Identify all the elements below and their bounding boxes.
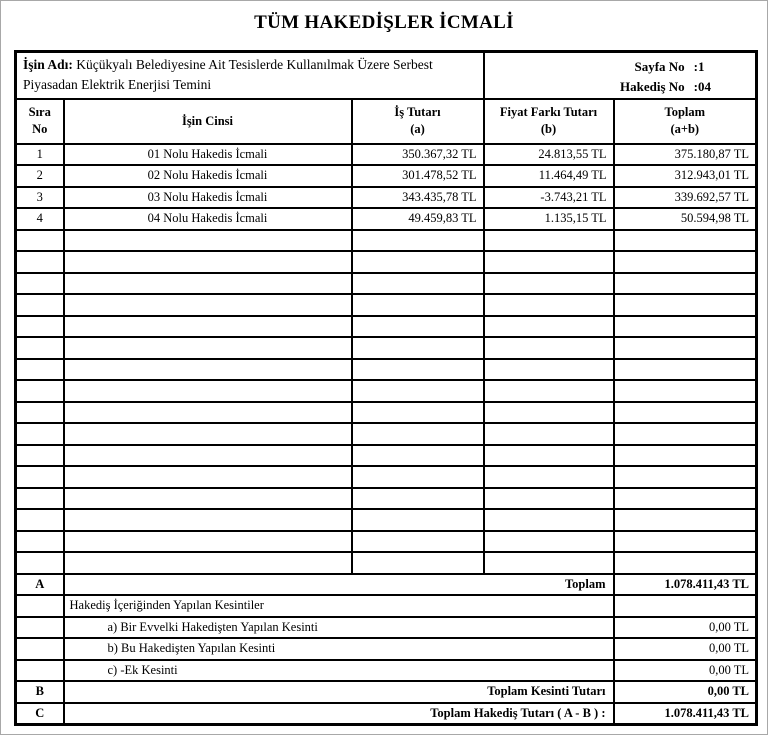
summary-row-b (16, 681, 757, 703)
empty-cell (614, 595, 757, 617)
empty-cell (614, 380, 757, 402)
empty-cell (614, 531, 757, 553)
cell-isin-cinsi: 03 Nolu Hakedis İcmali (64, 187, 352, 209)
empty-cell (484, 359, 614, 381)
header-toplam-line2: (a+b) (670, 122, 700, 136)
header-toplam (614, 99, 757, 144)
page-no-block (485, 57, 756, 96)
cell-sira-no: 1 (16, 144, 64, 166)
empty-cell (484, 273, 614, 295)
cell-is-tutari: 301.478,52 TL (352, 165, 484, 187)
empty-cell (16, 251, 64, 273)
empty-cell (352, 531, 484, 553)
empty-cell (64, 402, 352, 424)
cell-fiyat-farki: 11.464,49 TL (484, 165, 614, 187)
header-is-tutari-line2: (a) (410, 122, 425, 136)
empty-cell (484, 380, 614, 402)
cell-toplam: 339.692,57 TL (614, 187, 757, 209)
empty-cell (484, 337, 614, 359)
empty-cell (484, 509, 614, 531)
empty-cell (64, 251, 352, 273)
empty-cell (16, 294, 64, 316)
sayfa-no-value: :1 (693, 59, 705, 74)
cell-isin-cinsi: 04 Nolu Hakedis İcmali (64, 208, 352, 230)
empty-cell (64, 230, 352, 252)
empty-cell (64, 294, 352, 316)
empty-row (16, 316, 757, 338)
empty-cell (64, 337, 352, 359)
header-fiyat-farki-line1: Fiyat Farkı Tutarı (499, 105, 598, 120)
empty-row (16, 509, 757, 531)
empty-cell (484, 531, 614, 553)
empty-cell (64, 273, 352, 295)
empty-cell (64, 380, 352, 402)
empty-row (16, 273, 757, 295)
empty-cell (614, 466, 757, 488)
column-header-row (16, 99, 757, 144)
cell-toplam: 312.943,01 TL (614, 165, 757, 187)
empty-cell (16, 273, 64, 295)
empty-cell (614, 402, 757, 424)
empty-cell (352, 509, 484, 531)
empty-cell (16, 595, 64, 617)
empty-cell (16, 359, 64, 381)
empty-row (16, 466, 757, 488)
empty-cell (352, 380, 484, 402)
empty-cell (64, 466, 352, 488)
empty-cell (16, 230, 64, 252)
row-letter-a: A (16, 574, 64, 596)
empty-cell (16, 660, 64, 682)
empty-cell (484, 488, 614, 510)
empty-cell (352, 466, 484, 488)
table-row (16, 187, 757, 209)
kesinti-c-label: c) -Ek Kesinti (64, 660, 614, 682)
cell-is-tutari: 343.435,78 TL (352, 187, 484, 209)
header-toplam-line1: Toplam (664, 105, 706, 120)
empty-cell (614, 445, 757, 467)
empty-row (16, 380, 757, 402)
summary-row-a (16, 574, 757, 596)
isin-adi-cell (16, 52, 484, 99)
info-row (16, 52, 757, 99)
row-letter-b: B (16, 681, 64, 703)
cell-fiyat-farki: 24.813,55 TL (484, 144, 614, 166)
empty-cell (16, 552, 64, 574)
header-is-tutari (352, 99, 484, 144)
empty-row (16, 531, 757, 553)
empty-cell (64, 423, 352, 445)
kesinti-row-a (16, 617, 757, 639)
empty-cell (352, 445, 484, 467)
info-section (16, 52, 757, 144)
toplam-kesinti-value: 0,00 TL (614, 681, 757, 703)
kesintiler-title-row (16, 595, 757, 617)
empty-cell (16, 316, 64, 338)
empty-row (16, 251, 757, 273)
empty-cell (484, 402, 614, 424)
toplam-hakedis-label: Toplam Hakediş Tutarı ( A - B ) : (64, 703, 614, 725)
hakedis-summary-table (14, 50, 758, 726)
empty-cell (16, 445, 64, 467)
empty-cell (16, 617, 64, 639)
empty-cell (16, 638, 64, 660)
toplam-value: 1.078.411,43 TL (614, 574, 757, 596)
empty-cell (352, 402, 484, 424)
header-sira-line2: No (32, 122, 48, 136)
cell-toplam: 50.594,98 TL (614, 208, 757, 230)
empty-cell (352, 294, 484, 316)
empty-cell (16, 509, 64, 531)
empty-cell (16, 380, 64, 402)
cell-fiyat-farki: 1.135,15 TL (484, 208, 614, 230)
empty-row (16, 294, 757, 316)
cell-sira-no: 3 (16, 187, 64, 209)
toplam-hakedis-value: 1.078.411,43 TL (614, 703, 757, 725)
empty-cell (352, 359, 484, 381)
empty-cell (16, 488, 64, 510)
header-isin-cinsi: İşin Cinsi (64, 99, 352, 144)
empty-cell (614, 423, 757, 445)
empty-cell (64, 531, 352, 553)
empty-cell (484, 316, 614, 338)
sayfa-no-label: Sayfa No (634, 59, 685, 74)
cell-isin-cinsi: 01 Nolu Hakedis İcmali (64, 144, 352, 166)
empty-cell (16, 423, 64, 445)
kesinti-a-label: a) Bir Evvelki Hakedişten Yapılan Kesinti (64, 617, 614, 639)
empty-cell (352, 251, 484, 273)
header-fiyat-farki (484, 99, 614, 144)
empty-cell (64, 552, 352, 574)
empty-row (16, 552, 757, 574)
empty-cell (352, 230, 484, 252)
empty-row (16, 488, 757, 510)
empty-cell (64, 316, 352, 338)
empty-cell (484, 552, 614, 574)
empty-cell (484, 230, 614, 252)
empty-cell (614, 552, 757, 574)
row-letter-c: C (16, 703, 64, 725)
toplam-kesinti-label: Toplam Kesinti Tutarı (64, 681, 614, 703)
isin-adi-label: İşin Adı: (23, 57, 73, 72)
kesinti-b-label: b) Bu Hakedişten Yapılan Kesinti (64, 638, 614, 660)
cell-fiyat-farki: -3.743,21 TL (484, 187, 614, 209)
kesinti-a-value: 0,00 TL (614, 617, 757, 639)
empty-cell (16, 531, 64, 553)
empty-cell (484, 294, 614, 316)
table-row (16, 165, 757, 187)
empty-cell (614, 230, 757, 252)
empty-cell (352, 552, 484, 574)
header-fiyat-farki-line2: (b) (540, 122, 557, 136)
empty-cell (484, 445, 614, 467)
empty-cell (614, 488, 757, 510)
summary-section (16, 574, 757, 725)
empty-cell (16, 402, 64, 424)
empty-cell (484, 251, 614, 273)
empty-cell (614, 251, 757, 273)
data-rows-section (16, 144, 757, 574)
hakedis-no-value: :04 (693, 78, 712, 94)
hakedis-no-label: Hakediş No (620, 78, 685, 94)
cell-isin-cinsi: 02 Nolu Hakedis İcmali (64, 165, 352, 187)
empty-cell (614, 273, 757, 295)
kesinti-row-c (16, 660, 757, 682)
empty-cell (64, 445, 352, 467)
page-no-cell (484, 52, 757, 99)
kesintiler-title: Hakediş İçeriğinden Yapılan Kesintiler (64, 595, 614, 617)
empty-row (16, 402, 757, 424)
empty-row (16, 423, 757, 445)
table-row (16, 208, 757, 230)
empty-cell (484, 466, 614, 488)
empty-cell (64, 359, 352, 381)
empty-cell (352, 337, 484, 359)
empty-row (16, 230, 757, 252)
header-sira-no (16, 99, 64, 144)
empty-cell (352, 316, 484, 338)
kesinti-c-value: 0,00 TL (614, 660, 757, 682)
kesinti-b-value: 0,00 TL (614, 638, 757, 660)
empty-cell (484, 423, 614, 445)
isin-adi-value: Küçükyalı Belediyesine Ait Tesislerde Kullanılmak Üzere Serbest Piyasadan Elektrik Enerjisi Temini (23, 57, 433, 93)
page-title: TÜM HAKEDİŞLER İCMALİ (254, 12, 514, 33)
empty-cell (614, 359, 757, 381)
summary-row-c (16, 703, 757, 725)
empty-cell (614, 294, 757, 316)
empty-cell (352, 423, 484, 445)
empty-cell (64, 488, 352, 510)
empty-row (16, 337, 757, 359)
empty-cell (16, 337, 64, 359)
kesinti-row-b (16, 638, 757, 660)
empty-cell (614, 337, 757, 359)
empty-cell (614, 316, 757, 338)
cell-sira-no: 4 (16, 208, 64, 230)
cell-sira-no: 2 (16, 165, 64, 187)
empty-row (16, 445, 757, 467)
empty-cell (16, 466, 64, 488)
empty-cell (64, 509, 352, 531)
cell-is-tutari: 350.367,32 TL (352, 144, 484, 166)
empty-cell (352, 273, 484, 295)
empty-cell (352, 488, 484, 510)
toplam-label: Toplam (64, 574, 614, 596)
cell-is-tutari: 49.459,83 TL (352, 208, 484, 230)
table-row (16, 144, 757, 166)
empty-row (16, 359, 757, 381)
cell-toplam: 375.180,87 TL (614, 144, 757, 166)
header-is-tutari-line1: İş Tutarı (394, 105, 441, 120)
header-sira-line1: Sıra (28, 105, 51, 120)
empty-cell (614, 509, 757, 531)
